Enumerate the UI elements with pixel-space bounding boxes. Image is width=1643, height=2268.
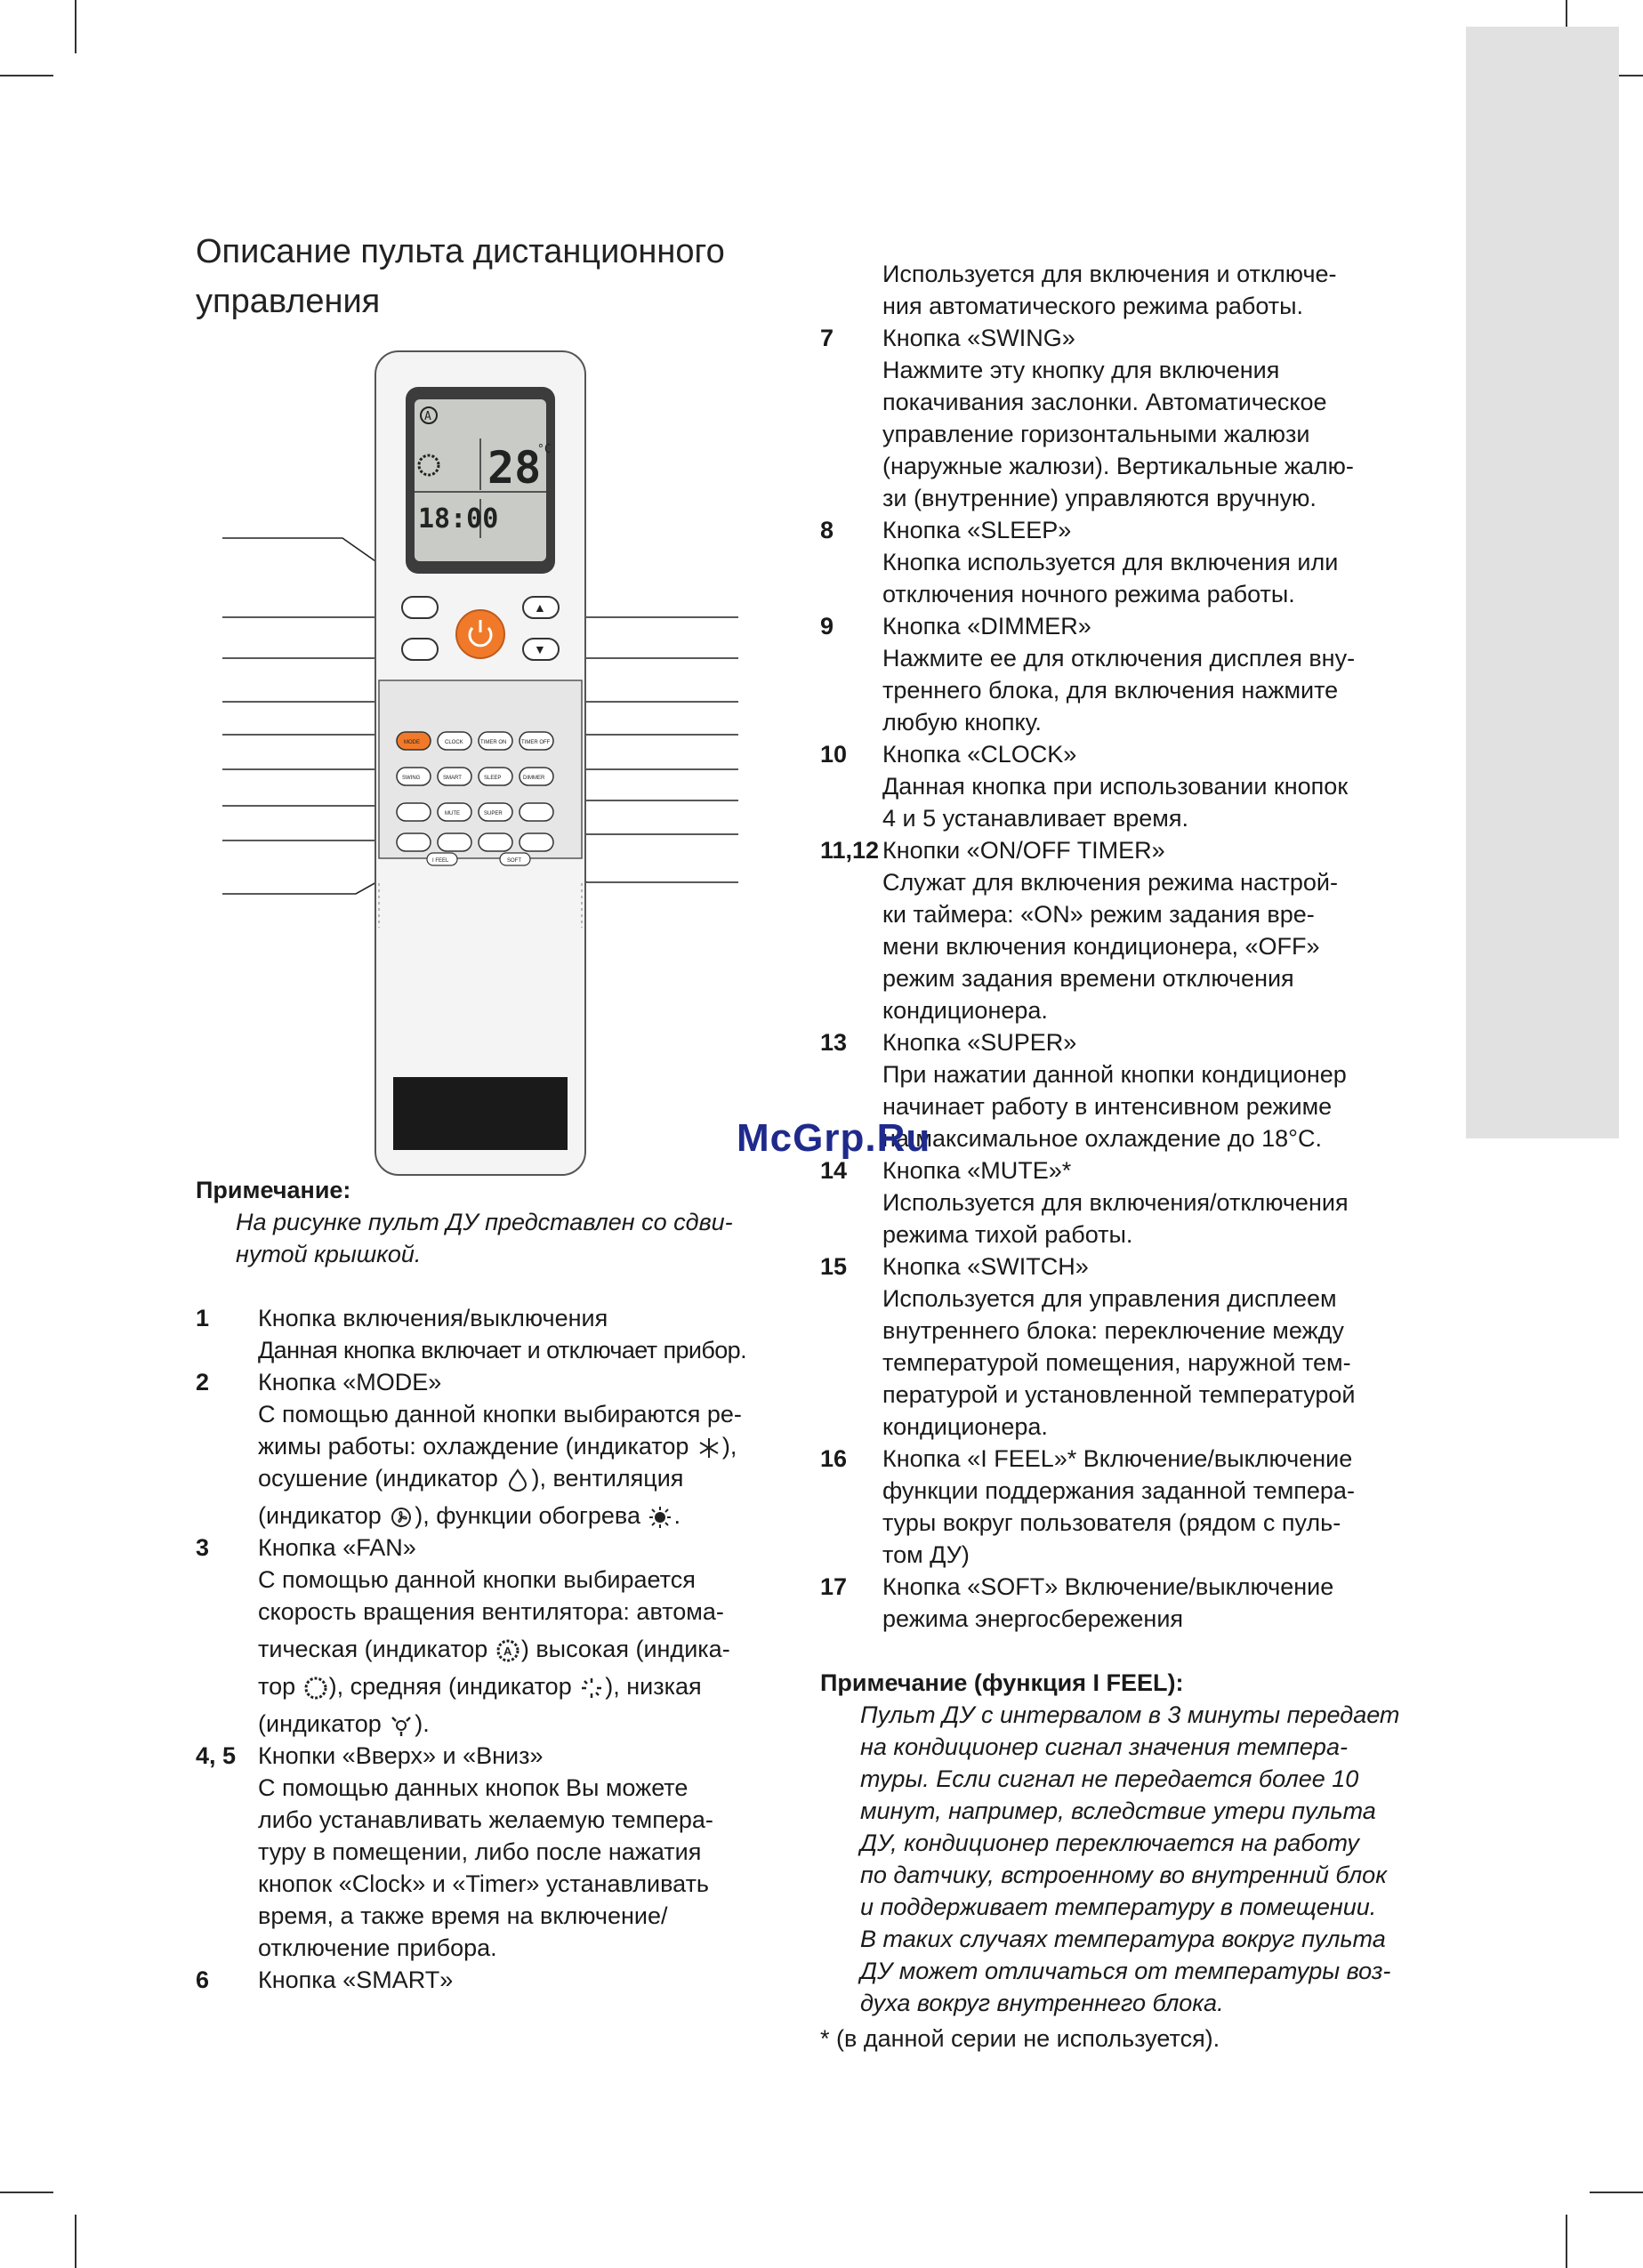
- item-line: Служат для включения режима настрой-: [882, 869, 1338, 896]
- item-14: [820, 1154, 1416, 1251]
- item-line: Используется для включения/отключения: [882, 1189, 1349, 1216]
- note-line: Пульт ДУ с интервалом в 3 минуты передает: [860, 1701, 1400, 1728]
- crop-mark: [75, 0, 77, 53]
- item-line: режима энергосбережения: [882, 1605, 1184, 1632]
- item-line: мени включения кондиционера, «OFF»: [882, 933, 1320, 960]
- up-button: ▲: [534, 600, 546, 615]
- footnote: * (в данной серии не используется).: [820, 2025, 1220, 2052]
- item-line: Используется для включения и отключе-: [882, 261, 1337, 287]
- item-line: При нажатии данной кнопки кондиционер: [882, 1061, 1347, 1088]
- item-line: туры вокруг пользователя (рядом с пуль-: [882, 1509, 1341, 1536]
- timer-off-button: TIMER OFF: [521, 740, 551, 745]
- item-line: температурой помещения, наружной тем-: [882, 1349, 1351, 1376]
- super-button: SUPER: [484, 811, 503, 816]
- item-line: Используется для управления дисплеем: [882, 1285, 1337, 1312]
- item-line: С помощью данной кнопки выбирается: [258, 1566, 696, 1593]
- snowflake-icon: [696, 1436, 722, 1460]
- lcd-unit: °C: [537, 443, 552, 456]
- sun-icon: [647, 1506, 673, 1529]
- item-line: зи (внутренние) управляются вручную.: [882, 485, 1317, 511]
- item-line: треннего блока, для включения нажмите: [882, 677, 1339, 704]
- fan-medium-icon: [578, 1677, 605, 1700]
- item-title: Кнопки «ON/OFF TIMER»: [882, 837, 1165, 864]
- item-number: 16: [820, 1445, 848, 1472]
- item-title: Кнопка «FAN»: [258, 1534, 416, 1561]
- crop-mark: [0, 2192, 53, 2193]
- item-title: Кнопка «SWING»: [882, 325, 1075, 351]
- item-line: тическая (индикатор A ) высокая (индика-: [258, 1636, 730, 1662]
- note-line: духа вокруг внутреннего блока.: [860, 1990, 1224, 2016]
- item-4-5: [196, 1740, 801, 1964]
- item-title: Кнопка «MODE»: [258, 1369, 442, 1395]
- item-line: время, а также время на включение/: [258, 1902, 668, 1929]
- crop-mark: [1566, 2215, 1567, 2268]
- item-title: Кнопка «MUTE»*: [882, 1157, 1072, 1184]
- item-6: [196, 1964, 801, 1996]
- item-line: туру в помещении, либо после нажатия: [258, 1838, 702, 1865]
- left-column: [196, 1174, 801, 1996]
- page-title: [196, 227, 818, 326]
- item-15: [820, 1251, 1416, 1443]
- item-title: Кнопка «CLOCK»: [882, 741, 1077, 768]
- item-10: [820, 738, 1416, 834]
- item-line: режима тихой работы.: [882, 1221, 1133, 1248]
- item-title: Кнопка включения/выключения: [258, 1305, 608, 1331]
- item-line: кондиционера.: [882, 1413, 1048, 1440]
- item-number: 17: [820, 1573, 848, 1600]
- item-number: 3: [196, 1534, 210, 1561]
- item-line: жимы работы: охлаждение (индикатор ),: [258, 1433, 737, 1460]
- item-line: ния автоматического режима работы.: [882, 293, 1304, 319]
- item-11-12: [820, 834, 1416, 1026]
- item-number: 4, 5: [196, 1742, 237, 1769]
- down-button: ▼: [534, 642, 546, 656]
- item-line: Нажмите ее для отключения дисплея вну-: [882, 645, 1356, 672]
- item-line: (наружные жалюзи). Вертикальные жалю-: [882, 453, 1354, 479]
- item-title: Кнопка «SUPER»: [882, 1029, 1077, 1056]
- soft-button: SOFT: [507, 858, 521, 864]
- item-line: режим задания времени отключения: [882, 965, 1294, 992]
- item-line: Данная кнопка включает и отключает прибор.: [258, 1337, 746, 1363]
- sleep-button: SLEEP: [484, 776, 502, 781]
- item-line: ки таймера: «ON» режим задания вре-: [882, 901, 1315, 928]
- lcd-mode-badge: A: [424, 410, 431, 423]
- item-line: С помощью данной кнопки выбираются ре-: [258, 1401, 742, 1428]
- item-line: 4 и 5 устанавливает время.: [882, 805, 1188, 832]
- item-line: Кнопка используется для включения или: [882, 549, 1339, 575]
- crop-mark: [1590, 2192, 1643, 2193]
- item-line: отключения ночного режима работы.: [882, 581, 1295, 607]
- fan-auto-icon: [495, 1639, 521, 1662]
- fan-high-icon: [302, 1677, 329, 1700]
- item-title: Кнопка «DIMMER»: [882, 613, 1091, 639]
- side-tab: [1466, 27, 1619, 1138]
- dimmer-button: DIMMER: [523, 776, 545, 781]
- mute-button: MUTE: [445, 811, 460, 816]
- item-1: [196, 1302, 801, 1366]
- note-line: минут, например, вследствие утери пульта: [860, 1798, 1376, 1824]
- ifeel-button: I FEEL: [432, 858, 449, 864]
- item-number: 7: [820, 325, 834, 351]
- note-ifeel-title: Примечание (функция I FEEL):: [820, 1669, 1184, 1696]
- item-7: [820, 322, 1416, 514]
- item-16: [820, 1443, 1416, 1571]
- item-number: 8: [820, 517, 834, 543]
- item-line: любую кнопку.: [882, 709, 1042, 736]
- swing-button: SWING: [402, 776, 421, 781]
- item-number: 13: [820, 1029, 848, 1056]
- item-line: (индикатор ).: [258, 1710, 430, 1737]
- item-line: кондиционера.: [882, 997, 1048, 1024]
- note-line: по датчику, встроенному во внутренний блок: [860, 1862, 1387, 1888]
- item-line: либо устанавливать желаемую темпера-: [258, 1806, 713, 1833]
- item-line: на максимальное охлаждение до 18°C.: [882, 1125, 1322, 1152]
- note-title: Примечание:: [196, 1177, 351, 1203]
- item-line: осушение (индикатор ), вентиляция: [258, 1465, 684, 1492]
- page-title-line1: Описание пульта дистанционного: [196, 233, 725, 270]
- clock-button: CLOCK: [445, 740, 463, 745]
- item-line: тор ), средняя (индикатор ), низкая: [258, 1673, 702, 1700]
- watermark: McGrp.Ru: [737, 1116, 931, 1160]
- item-line: управление горизонтальными жалюзи: [882, 421, 1310, 447]
- mode-button: MODE: [404, 740, 420, 745]
- item-17: [820, 1571, 1416, 1635]
- note-line: В таких случаях температура вокруг пульта: [860, 1926, 1386, 1952]
- timer-on-button: TIMER ON: [480, 740, 507, 745]
- item-line: кнопок «Clock» и «Timer» устанавливать: [258, 1870, 710, 1897]
- note-line: нутой крышкой.: [236, 1241, 422, 1267]
- item-line: функции поддержания заданной темпера-: [882, 1477, 1355, 1504]
- note-line: туры. Если сигнал не передается более 10: [860, 1765, 1359, 1792]
- item-6-continued: [820, 258, 1416, 322]
- fan-low-icon: [388, 1714, 415, 1737]
- note-text: [196, 1206, 801, 1270]
- item-line: отключение прибора.: [258, 1934, 497, 1961]
- note-ifeel-text: [820, 1699, 1416, 2019]
- page-title-line2: управления: [196, 283, 381, 320]
- smart-button: SMART: [443, 776, 462, 781]
- lcd-temperature: 28: [487, 442, 542, 494]
- droplet-icon: [504, 1468, 531, 1492]
- item-number: 9: [820, 613, 834, 639]
- crop-mark: [75, 2215, 77, 2268]
- lcd-time: 18:00: [418, 503, 499, 535]
- item-title: Кнопка «SLEEP»: [882, 517, 1072, 543]
- item-9: [820, 610, 1416, 738]
- item-number: 11,12: [820, 837, 880, 864]
- svg-text:A: A: [503, 1644, 512, 1658]
- fan-icon: [388, 1506, 415, 1529]
- item-line: Нажмите эту кнопку для включения: [882, 357, 1280, 383]
- item-8: [820, 514, 1416, 610]
- item-number: 10: [820, 741, 848, 768]
- power-icon: [456, 610, 504, 658]
- item-title: Кнопка «SOFT» Включение/выключение: [882, 1573, 1334, 1600]
- item-line: С помощью данных кнопок Вы можете: [258, 1774, 689, 1801]
- item-title: Кнопка «I FEEL»* Включение/выключение: [882, 1445, 1353, 1472]
- crop-mark: [0, 75, 53, 76]
- item-line: (индикатор ), функции обогрева .: [258, 1502, 681, 1529]
- note-line: ДУ, кондиционер переключается на работу: [860, 1830, 1359, 1856]
- item-number: 6: [196, 1966, 210, 1993]
- item-number: 2: [196, 1369, 210, 1395]
- note-line: На рисунке пульт ДУ представлен со сдви-: [236, 1209, 733, 1235]
- item-line: начинает работу в интенсивном режиме: [882, 1093, 1333, 1120]
- item-3: [196, 1532, 801, 1740]
- item-line: том ДУ): [882, 1541, 970, 1568]
- item-line: скорость вращения вентилятора: автома-: [258, 1598, 724, 1625]
- item-line: покачивания заслонки. Автоматическое: [882, 389, 1327, 415]
- item-line: внутреннего блока: переключение между: [882, 1317, 1344, 1344]
- note-line: и поддерживает температуру в помещении.: [860, 1894, 1377, 1920]
- item-line: пературой и установленной температурой: [882, 1381, 1356, 1408]
- item-title: Кнопка «SMART»: [258, 1966, 454, 1993]
- item-title: Кнопки «Вверх» и «Вниз»: [258, 1742, 544, 1769]
- remote-illustration: [374, 350, 587, 1177]
- item-number: 14: [820, 1157, 848, 1184]
- note-line: на кондиционер сигнал значения темпера-: [860, 1733, 1348, 1760]
- item-line: Данная кнопка при использовании кнопок: [882, 773, 1349, 800]
- item-number: 1: [196, 1305, 210, 1331]
- item-2: [196, 1366, 801, 1532]
- item-number: 15: [820, 1253, 848, 1280]
- note-line: ДУ может отличаться от температуры воз-: [860, 1958, 1391, 1984]
- item-title: Кнопка «SWITCH»: [882, 1253, 1089, 1280]
